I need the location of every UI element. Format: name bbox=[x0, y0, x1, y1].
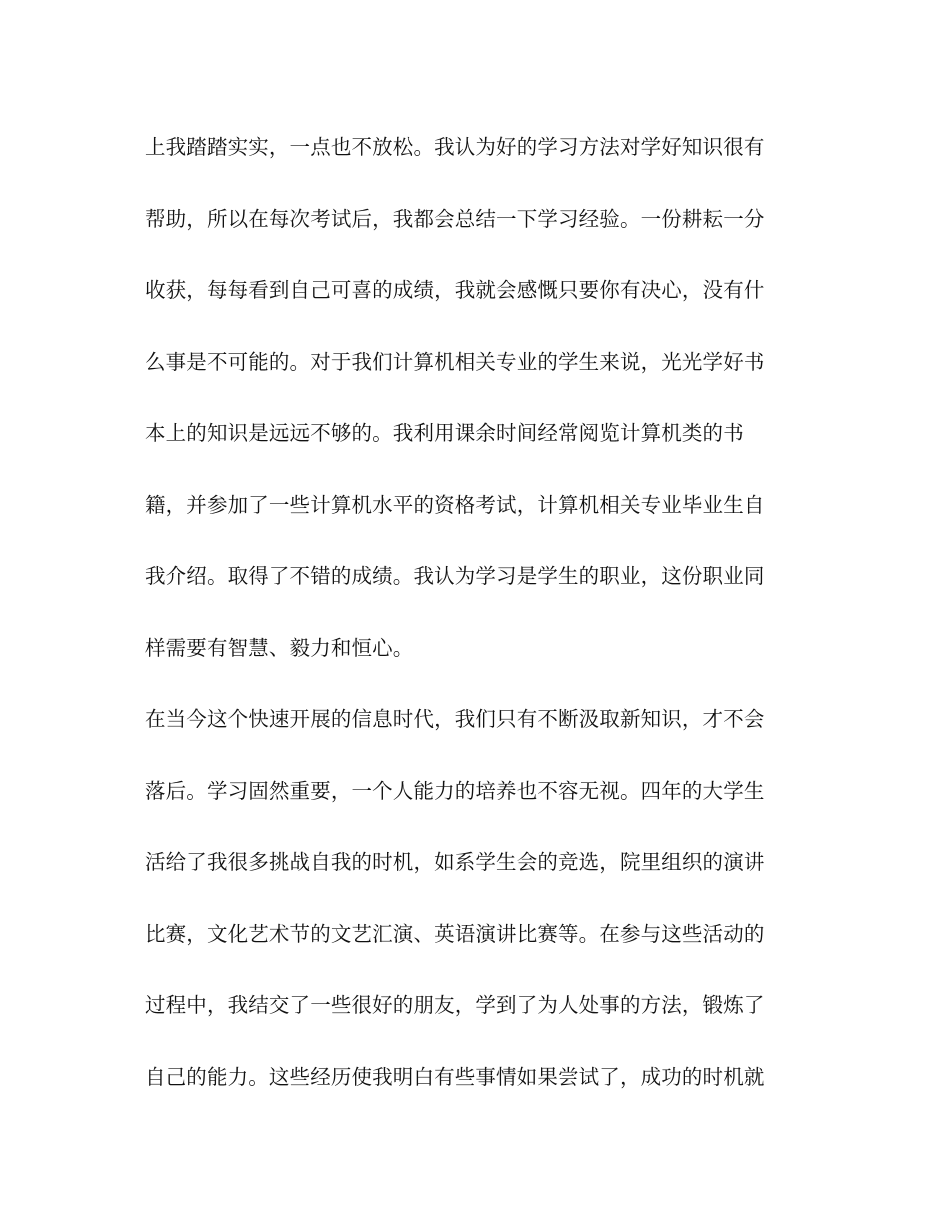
text-line: 比赛，文化艺术节的文艺汇演、英语演讲比赛等。在参与这些活动的 bbox=[145, 921, 765, 946]
text-line: 过程中，我结交了一些很好的朋友，学到了为人处事的方法，锻炼了 bbox=[145, 993, 765, 1017]
text-line: 我介绍。取得了不错的成绩。我认为学习是学生的职业，这份职业同 bbox=[145, 564, 765, 588]
text-line: 在当今这个快速开展的信息时代，我们只有不断汲取新知识，才不会 bbox=[145, 707, 765, 731]
text-line: 本上的知识是远远不够的。我利用课余时间经常阅览计算机类的书 bbox=[145, 421, 744, 445]
text-line: 收获，每每看到自己可喜的成绩，我就会感慨只要你有决心，没有什 bbox=[145, 278, 765, 302]
text-line: 活给了我很多挑战自我的时机，如系学生会的竞选，院里组织的演讲 bbox=[145, 850, 765, 874]
text-line: 上我踏踏实实，一点也不放松。我认为好的学习方法对学好知识很有 bbox=[145, 135, 765, 159]
text-line: 落后。学习固然重要，一个人能力的培养也不容无视。四年的大学生 bbox=[145, 778, 765, 803]
text-line: 籍，并参加了一些计算机水平的资格考试，计算机相关专业毕业生自 bbox=[145, 492, 765, 517]
text-line: 帮助，所以在每次考试后，我都会总结一下学习经验。一份耕耘一分 bbox=[145, 206, 765, 231]
text-line: 样需要有智慧、毅力和恒心。 bbox=[145, 635, 414, 660]
body-text bbox=[145, 112, 815, 1113]
text-line: 么事是不可能的。对于我们计算机相关专业的学生来说，光光学好书 bbox=[145, 349, 765, 374]
text-line: 自己的能力。这些经历使我明白有些事情如果尝试了，成功的时机就 bbox=[145, 1064, 765, 1089]
